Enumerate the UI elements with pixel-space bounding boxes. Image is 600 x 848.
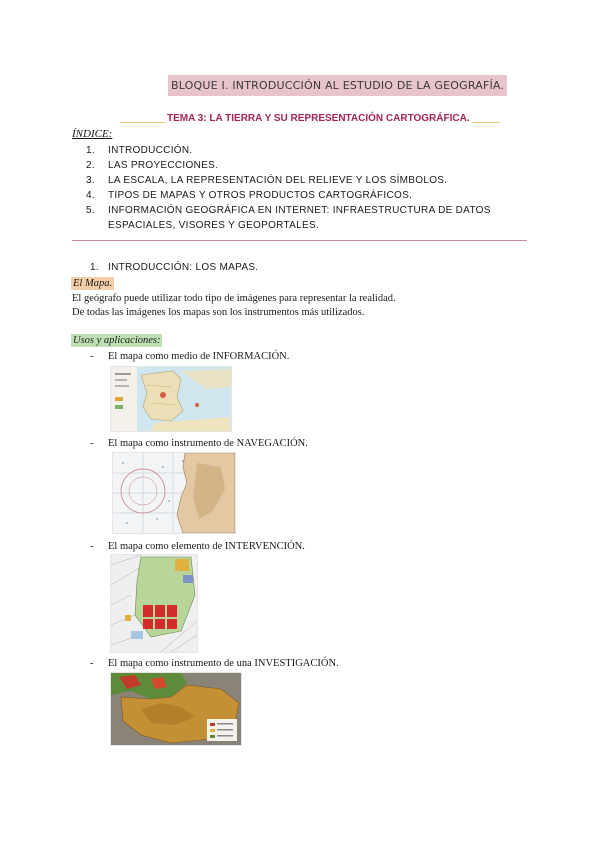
toc-item-2: 2. LAS PROYECCIONES. xyxy=(86,160,219,171)
section-heading: 1. INTRODUCCIÓN: LOS MAPAS. xyxy=(90,262,259,273)
mapa-label: El Mapa. xyxy=(73,278,113,289)
navigation-chart-image xyxy=(112,452,236,534)
use-item-navigation: - El mapa como instrumento de NAVEGACIÓN. xyxy=(90,438,308,449)
paragraph-1: El geógrafo puede utilizar todo tipo de imágenes para representar la realidad. xyxy=(72,293,396,304)
use-item-research: - El mapa como instrumento de una INVESTIGACIÓN. xyxy=(90,658,339,669)
block-title: BLOQUE I. INTRODUCCIÓN AL ESTUDIO DE LA GEOGRAFÍA. xyxy=(168,75,507,96)
usos-label: Usos y aplicaciones: xyxy=(73,335,161,346)
use-item-information: - El mapa como medio de INFORMACIÓN. xyxy=(90,351,290,362)
toc-item-3: 3. LA ESCALA, LA REPRESENTACIÓN DEL RELIEVE Y LOS SÍMBOLOS. xyxy=(86,175,448,186)
toc-item-5: 5. INFORMACIÓN GEOGRÁFICA EN INTERNET: INFRAESTRUCTURA DE DATOS ESPACIALES, VISORES Y GEOPORTALES. xyxy=(86,205,491,231)
intervention-plan-image xyxy=(110,554,198,653)
toc-item-4: 4. TIPOS DE MAPAS Y OTROS PRODUCTOS CARTOGRÁFICOS. xyxy=(86,190,413,201)
information-map-image xyxy=(110,366,232,432)
topic-title: TEMA 3: LA TIERRA Y SU REPRESENTACIÓN CARTOGRÁFICA. xyxy=(165,111,472,127)
table-of-contents xyxy=(86,143,526,233)
topic-heading xyxy=(120,111,500,127)
research-map-image xyxy=(110,672,242,746)
index-label: ÍNDICE: xyxy=(72,128,113,140)
paragraph-2: De todas las imágenes los mapas son los instrumentos más utilizados. xyxy=(72,307,365,318)
use-item-intervention: - El mapa como elemento de INTERVENCIÓN. xyxy=(90,541,305,552)
section-divider xyxy=(72,240,527,241)
toc-item-1: 1. INTRODUCCIÓN. xyxy=(86,145,193,156)
